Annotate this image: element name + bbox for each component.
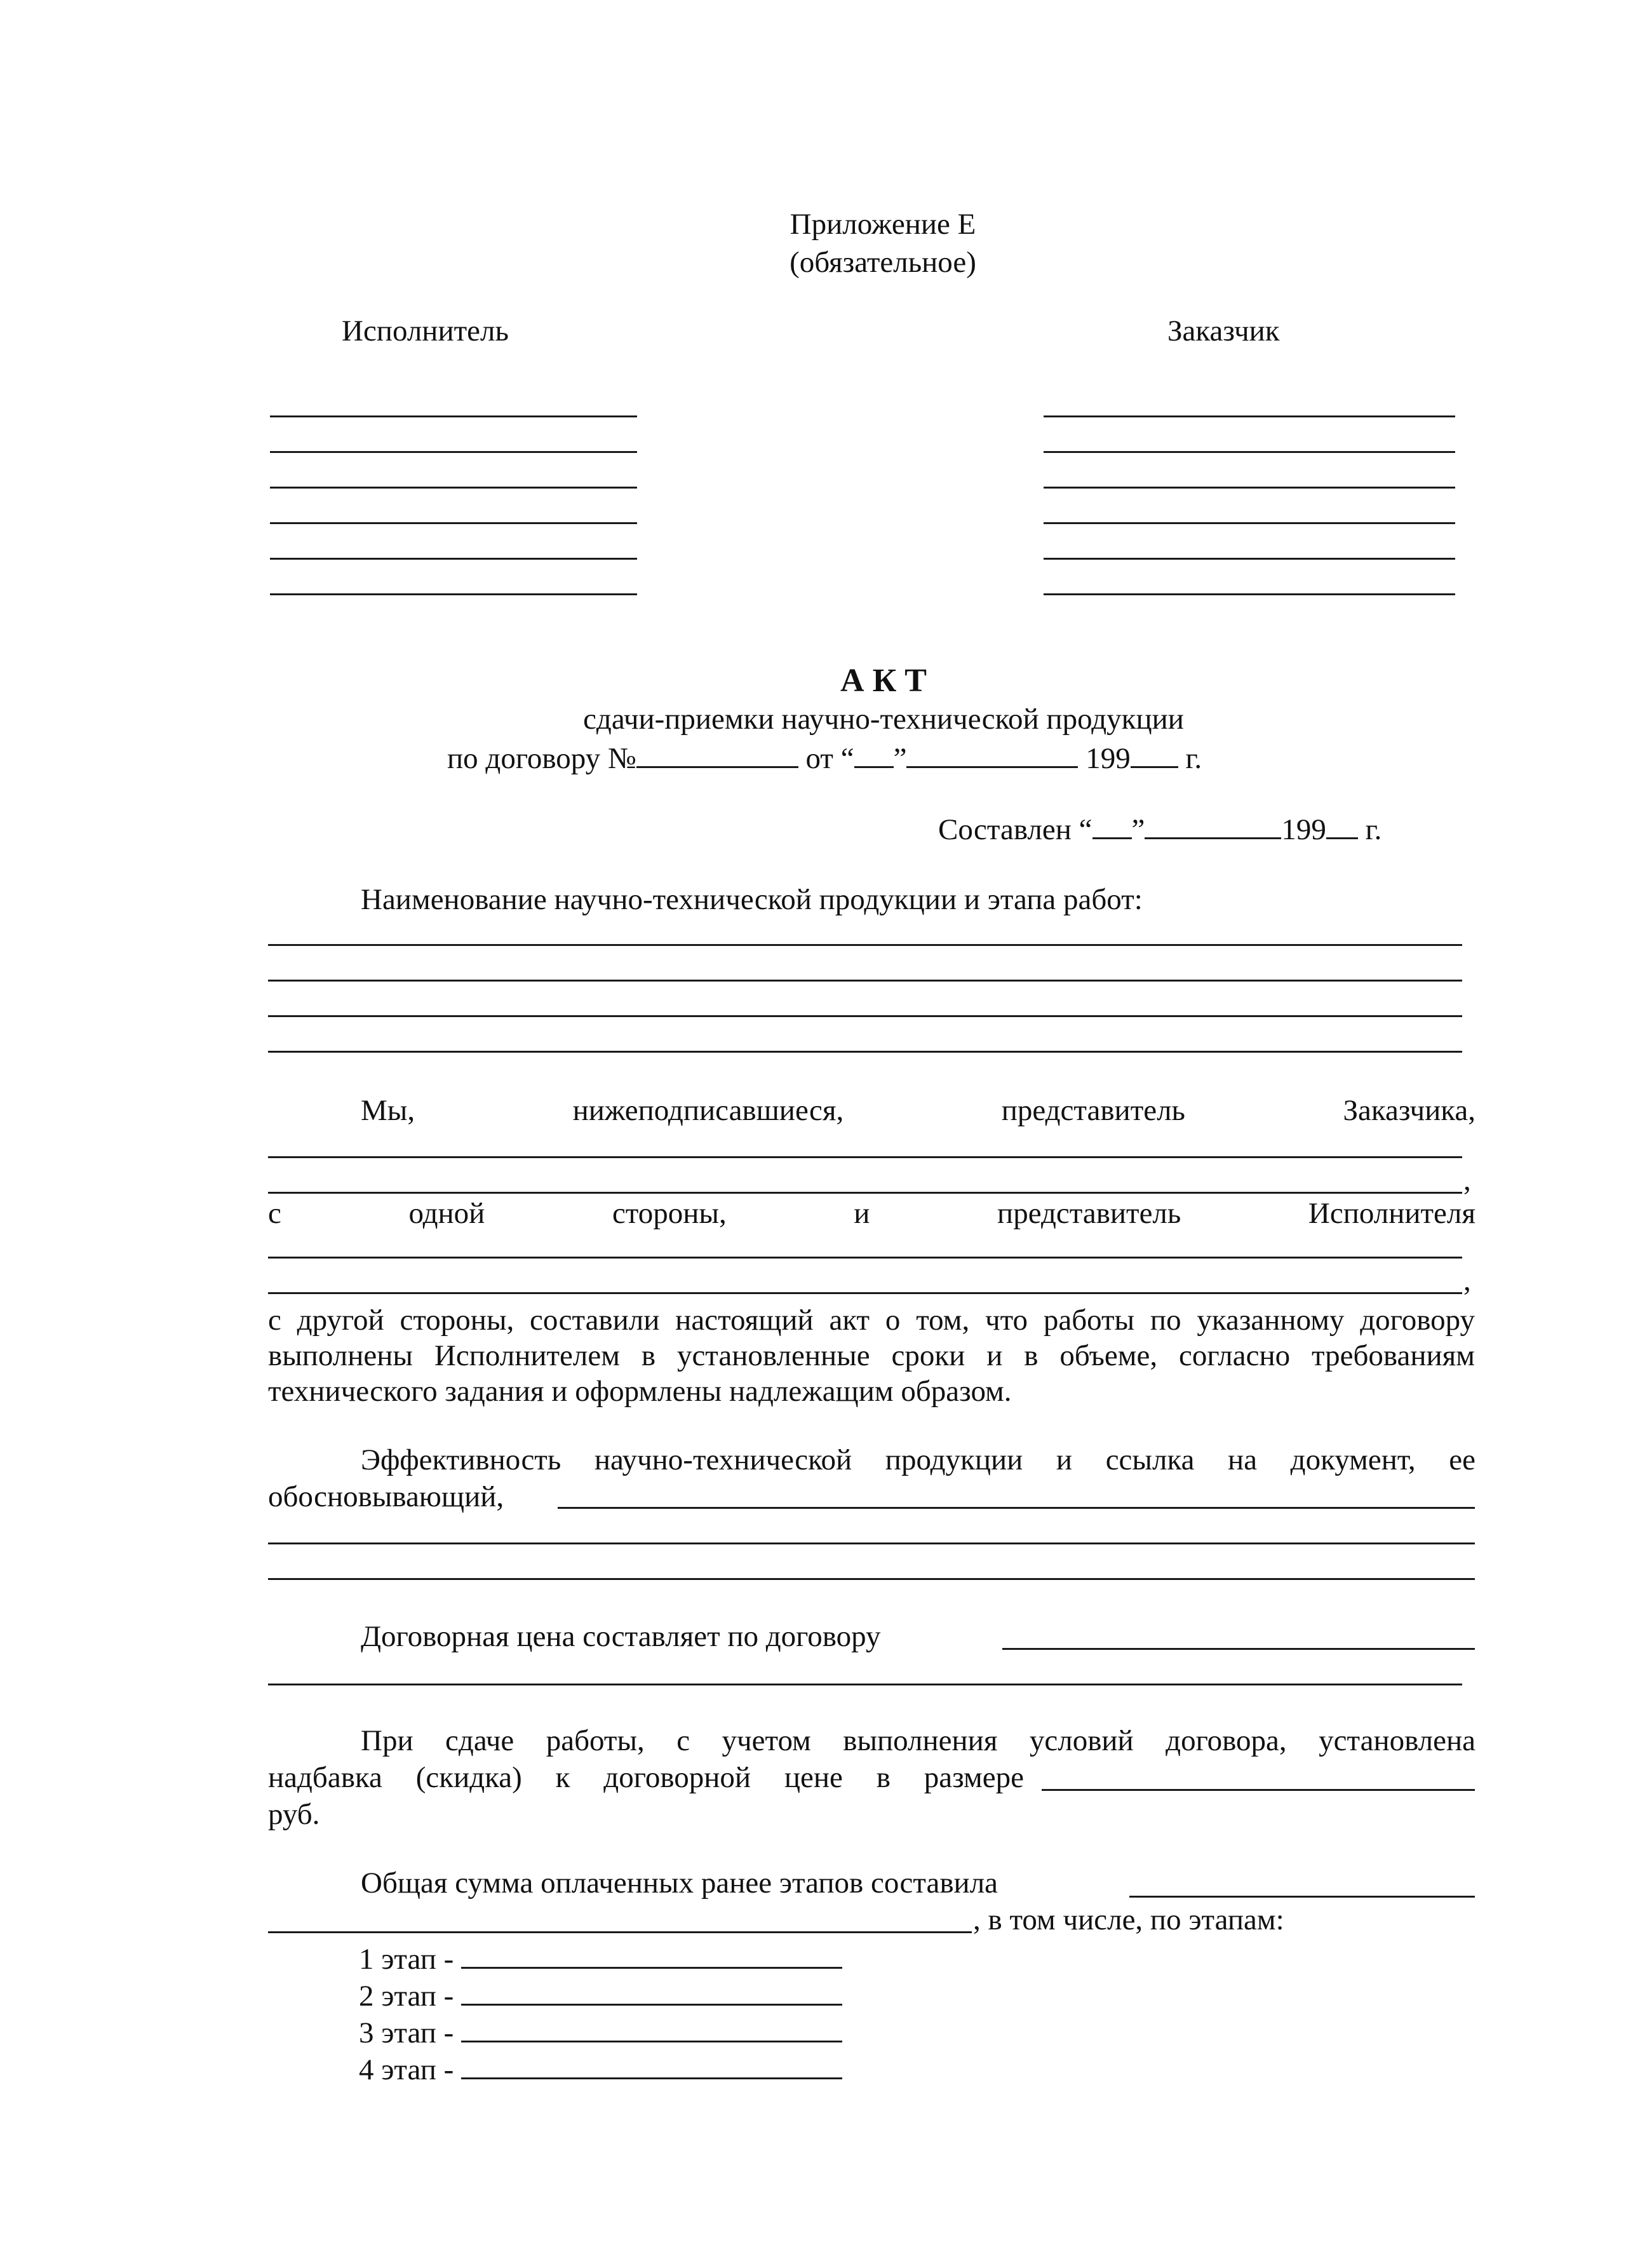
stage-amount-field[interactable] bbox=[461, 1976, 842, 2006]
efficiency-line[interactable] bbox=[268, 1542, 1475, 1544]
stage-label: 1 этап - bbox=[359, 1943, 454, 1976]
contract-from: от “ bbox=[805, 742, 854, 775]
price-label: Договорная цена составляет по договору bbox=[361, 1620, 881, 1653]
contract-year-field[interactable] bbox=[1131, 738, 1178, 768]
we-word: Мы, bbox=[361, 1094, 415, 1127]
executor-blank-line[interactable] bbox=[270, 522, 637, 524]
stage-label: 4 этап - bbox=[359, 2053, 454, 2086]
side-word: представитель bbox=[997, 1197, 1181, 1230]
contract-month-field[interactable] bbox=[906, 738, 1078, 768]
by-stages-label: , в том числе, по этапам: bbox=[973, 1903, 1284, 1936]
executor-blank-line[interactable] bbox=[270, 558, 637, 560]
executor-blank-line[interactable] bbox=[270, 415, 637, 417]
markup-label-cont: надбавка (скидка) к договорной цене в размере bbox=[268, 1761, 1024, 1794]
executor-rep-line[interactable] bbox=[268, 1257, 1462, 1259]
stage-row bbox=[359, 1976, 842, 2014]
product-name-line[interactable] bbox=[268, 980, 1462, 982]
product-name-line[interactable] bbox=[268, 1015, 1462, 1017]
we-word: представитель bbox=[1001, 1094, 1185, 1127]
one-side-line bbox=[268, 1196, 1475, 1231]
contract-quote-close: ” bbox=[893, 742, 907, 775]
side-word: и bbox=[854, 1197, 870, 1230]
executor-blank-line[interactable] bbox=[270, 487, 637, 489]
comma-mark: , bbox=[1463, 1264, 1471, 1297]
executor-blank-line[interactable] bbox=[270, 451, 637, 453]
customer-blank-line[interactable] bbox=[1044, 415, 1455, 417]
customer-blank-line[interactable] bbox=[1044, 522, 1455, 524]
side-word: одной bbox=[408, 1197, 485, 1230]
stage-label: 3 этап - bbox=[359, 2016, 454, 2049]
contract-year-suffix: г. bbox=[1185, 742, 1202, 775]
act-title: А К Т bbox=[840, 663, 927, 699]
customer-blank-line[interactable] bbox=[1044, 558, 1455, 560]
stage-row bbox=[359, 2013, 842, 2051]
act-subtitle: сдачи-приемки научно-технической продукции bbox=[583, 703, 1184, 736]
executor-rep-line[interactable] bbox=[268, 1292, 1462, 1294]
compiled-day-field[interactable] bbox=[1092, 809, 1132, 839]
stage-label: 2 этап - bbox=[359, 1980, 454, 2013]
efficiency-line[interactable] bbox=[558, 1507, 1475, 1509]
customer-rep-line[interactable] bbox=[268, 1192, 1462, 1194]
stage-row bbox=[359, 1939, 842, 1977]
side-word: стороны, bbox=[612, 1197, 727, 1230]
compiled-year: 199 bbox=[1281, 813, 1326, 846]
other-side-paragraph: с другой стороны, составили настоящий акт о том, что работы по указанному договору выполнены Исполнителем в установленные сроки и в объеме, согласно требованиям технического задания и оформлены надлежащим образом. bbox=[268, 1304, 1475, 1408]
appendix-subtitle: (обязательное) bbox=[790, 246, 976, 279]
compiled-year-field[interactable] bbox=[1326, 809, 1358, 839]
appendix-title: Приложение Е bbox=[790, 208, 976, 241]
executor-label: Исполнитель bbox=[342, 314, 509, 348]
comma-mark: , bbox=[1463, 1164, 1471, 1197]
total-paid-label: Общая сумма оплаченных ранее этапов составила bbox=[361, 1866, 998, 1900]
total-paid-line[interactable] bbox=[1129, 1896, 1475, 1898]
executor-blank-line[interactable] bbox=[270, 593, 637, 595]
efficiency-label: Эффективность научно-технической продукции и ссылка на документ, ее bbox=[361, 1443, 1475, 1476]
contract-prefix: по договору № bbox=[447, 742, 636, 775]
price-line[interactable] bbox=[1002, 1648, 1475, 1650]
markup-label: При сдаче работы, с учетом выполнения условий договора, установлена bbox=[361, 1724, 1475, 1757]
customer-rep-line[interactable] bbox=[268, 1156, 1462, 1158]
markup-currency: руб. bbox=[268, 1798, 320, 1831]
stage-amount-field[interactable] bbox=[461, 2013, 842, 2042]
customer-blank-line[interactable] bbox=[1044, 593, 1455, 595]
compiled-month-field[interactable] bbox=[1145, 809, 1281, 839]
compiled-year-suffix: г. bbox=[1365, 813, 1382, 846]
contract-number-field[interactable] bbox=[636, 738, 798, 768]
markup-amount-line[interactable] bbox=[1042, 1789, 1475, 1791]
customer-label: Заказчик bbox=[1167, 314, 1280, 348]
efficiency-line[interactable] bbox=[268, 1578, 1475, 1580]
compiled-line bbox=[938, 809, 1381, 847]
contract-day-field[interactable] bbox=[854, 738, 894, 768]
product-name-line[interactable] bbox=[268, 944, 1462, 946]
side-word: Исполнителя bbox=[1308, 1197, 1475, 1230]
customer-blank-line[interactable] bbox=[1044, 451, 1455, 453]
stage-row bbox=[359, 2049, 842, 2088]
we-word: Заказчика, bbox=[1343, 1094, 1475, 1127]
stage-amount-field[interactable] bbox=[461, 2049, 842, 2079]
compiled-prefix: Составлен “ bbox=[938, 813, 1092, 846]
customer-blank-line[interactable] bbox=[1044, 487, 1455, 489]
price-line[interactable] bbox=[268, 1684, 1462, 1685]
efficiency-label-cont: обосновывающий, bbox=[268, 1480, 504, 1513]
stage-amount-field[interactable] bbox=[461, 1939, 842, 1969]
product-name-line[interactable] bbox=[268, 1051, 1462, 1053]
contract-line bbox=[447, 738, 1202, 776]
we-word: нижеподписавшиеся, bbox=[572, 1094, 844, 1127]
side-word: с bbox=[268, 1197, 281, 1230]
we-undersigned-line bbox=[361, 1093, 1475, 1128]
total-paid-line[interactable] bbox=[268, 1931, 972, 1933]
contract-year: 199 bbox=[1085, 742, 1131, 775]
product-name-label: Наименование научно-технической продукции и этапа работ: bbox=[361, 883, 1143, 916]
compiled-quote-close: ” bbox=[1131, 813, 1145, 846]
